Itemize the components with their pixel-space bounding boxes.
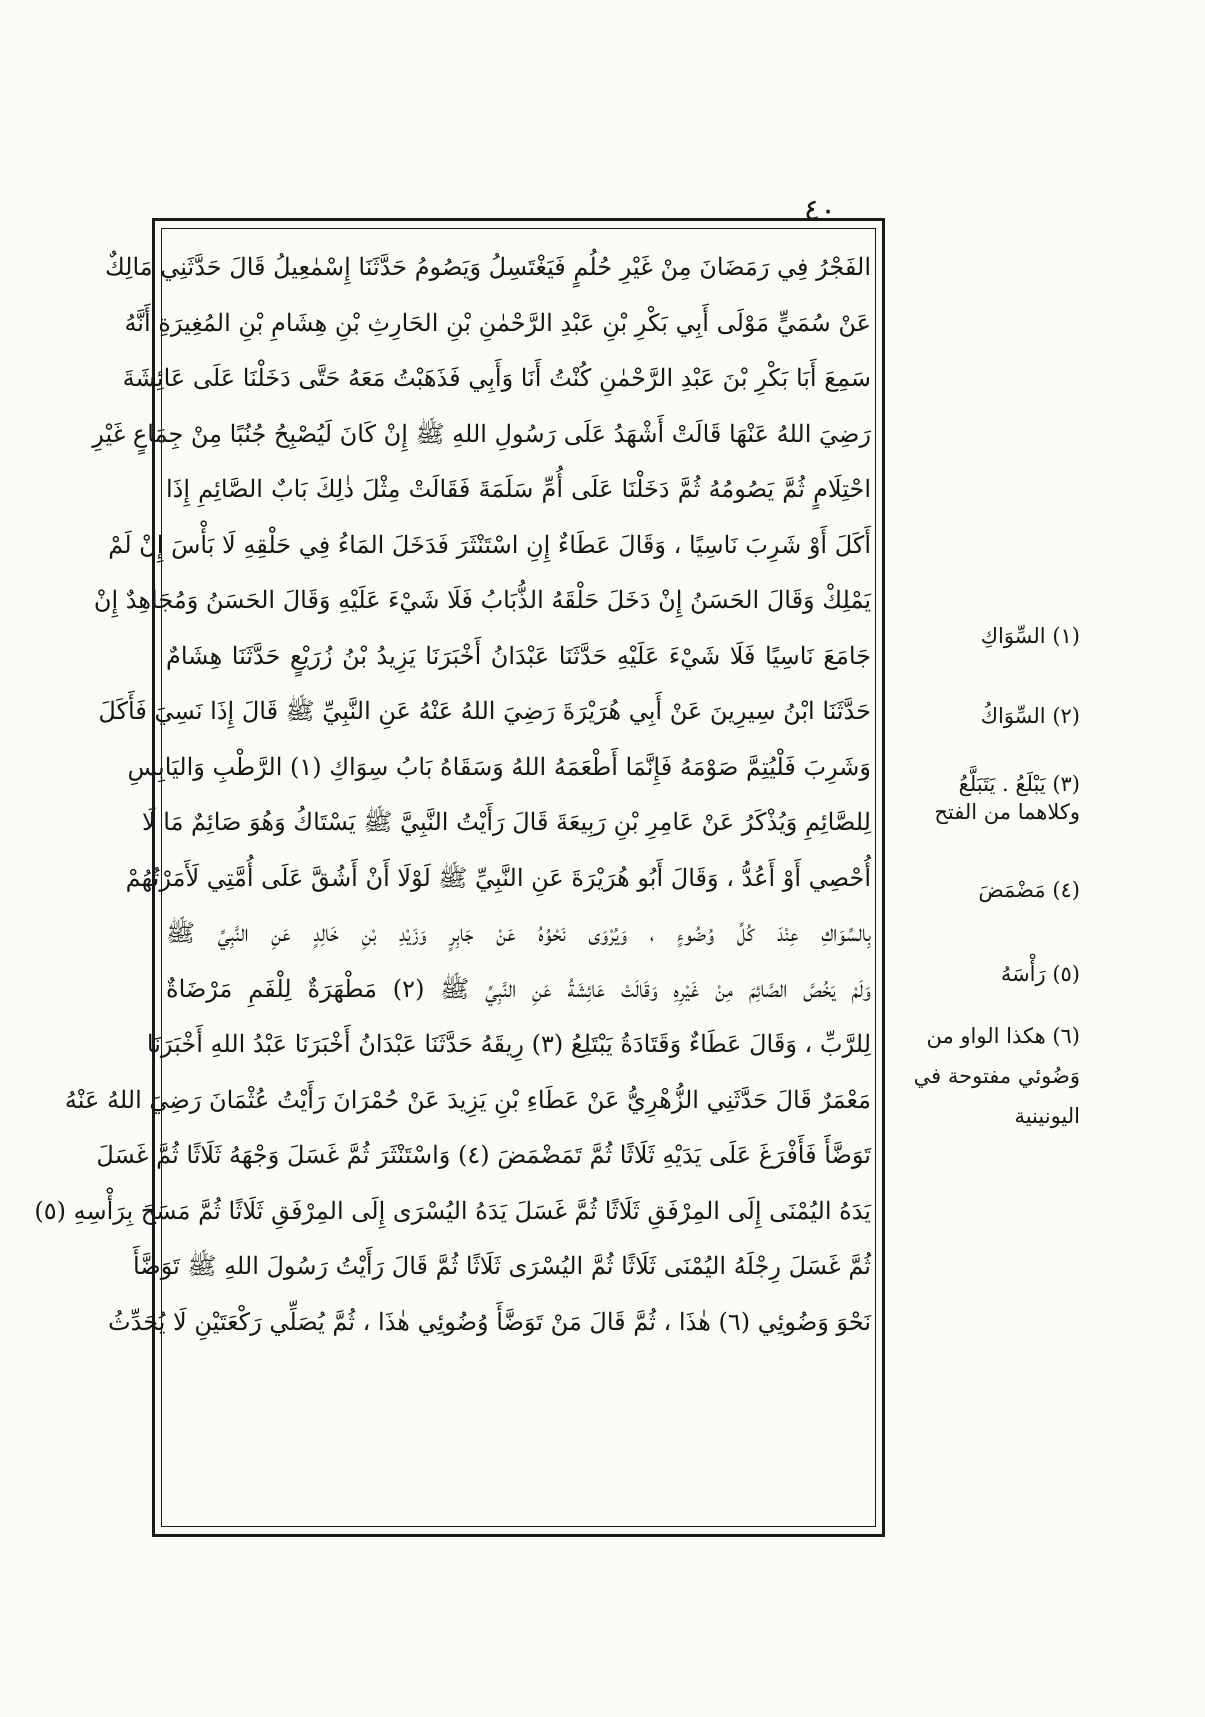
margin-note: (٦) هكذا الواو من وَضُوئي مفتوحة في اليونينية [913, 1024, 1080, 1128]
text-line: أُحْصِي أَوْ أَعُدُّ ، وَقَالَ أَبُو هُرَيْرَةَ عَنِ النَّبِيِّ ﷺ لَوْلَا أَنْ أَشُقَّ عَلَى أُمَّتِي لَأَمَرْتُهُمْ [125, 863, 871, 892]
main-text-block [34, 240, 871, 1520]
text-line: تَوَضَّأَ فَأَفْرَغَ عَلَى يَدَيْهِ ثَلَاثًا ثُمَّ تَمَضْمَضَ (٤) وَاسْتَنْثَرَ ثُمَّ غَسَلَ وَجْهَهُ ثَلَاثًا ثُمَّ غَسَلَ [96, 1141, 871, 1169]
text-line: وَلَمْ يَخُصَّ الصَّائِمَ مِنْ غَيْرِهِ وَقَالَتْ عَائِشَةُ عَنِ النَّبِيِّ ﷺ (٢) مَطْهَرَةٌ لِلْفَمِ مَرْضَاةٌ [166, 974, 871, 1003]
text-line: نَحْوَ وَضُوئِي (٦) هٰذَا ، ثُمَّ قَالَ مَنْ تَوَضَّأَ وُضُوئِي هٰذَا ، ثُمَّ يُصَلِّي رَكْعَتَيْنِ لَا يُحَدِّثُ [108, 1307, 871, 1336]
margin-note: (٥) رَأْسَهُ [1000, 962, 1080, 986]
text-line: وَشَرِبَ فَلْيُتِمَّ صَوْمَهُ فَإِنَّمَا أَطْعَمَهُ اللهُ وَسَقَاهُ بَابُ سِوَاكِ (١) الرَّطْبِ وَاليَابِسِ [127, 752, 871, 781]
text-line: احْتِلَامٍ ثُمَّ يَصُومُهُ ثُمَّ دَخَلْنَا عَلَى أُمِّ سَلَمَةَ فَقَالَتْ مِثْلَ ذٰلِكَ بَابٌ الصَّائِمِ إِذَا [166, 475, 871, 503]
text-line: الفَجْرُ فِي رَمَضَانَ مِنْ غَيْرِ حُلُمٍ فَيَغْتَسِلُ وَيَصُومُ حَدَّثَنَا إِسْمٰعِيلُ قَالَ حَدَّثَنِي مَالِكٌ [104, 253, 871, 281]
text-line: لِلرَّبِّ ، وَقَالَ عَطَاءٌ وَقَتَادَةُ يَبْتَلِعُ (٣) رِيقَهُ حَدَّثَنَا عَبْدَانُ أَخْبَرَنَا عَبْدُ اللهِ أَخْبَرَنَا [146, 1030, 871, 1058]
text-line: جَامَعَ نَاسِيًا فَلَا شَيْءَ عَلَيْهِ حَدَّثَنَا عَبْدَانُ أَخْبَرَنَا يَزِيدُ بْنُ زُرَيْعٍ حَدَّثَنَا هِشَامٌ [166, 641, 871, 670]
text-line: حَدَّثَنَا ابْنُ سِيرِينَ عَنْ أَبِي هُرَيْرَةَ رَضِيَ اللهُ عَنْهُ عَنِ النَّبِيِّ ﷺ قَالَ إِذَا نَسِيَ فَأَكَلَ [98, 697, 871, 725]
text-line: رَضِيَ اللهُ عَنْهَا قَالَتْ أَشْهَدُ عَلَى رَسُولِ اللهِ ﷺ إِنْ كَانَ لَيُصْبِحُ جُنُبًا مِنْ جِمَاعٍ غَيْرِ [92, 419, 871, 448]
text-line: مَعْمَرٌ قَالَ حَدَّثَنِي الزُّهْرِيُّ عَنْ عَطَاءِ بْنِ يَزِيدَ عَنْ حُمْرَانَ رَأَيْتُ عُثْمَانَ رَضِيَ اللهُ عَنْهُ [64, 1085, 871, 1114]
text-line: أَكَلَ أَوْ شَرِبَ نَاسِيًا ، وَقَالَ عَطَاءٌ إِنِ اسْتَنْثَرَ فَدَخَلَ المَاءُ فِي حَلْقِهِ لَا بَأْسَ إِنْ لَمْ [108, 530, 871, 559]
margin-note: (١) السِّوَاكِ [980, 624, 1080, 648]
text-line: لِلصَّائِمِ وَيُذْكَرُ عَنْ عَامِرِ بْنِ رَبِيعَةَ قَالَ رَأَيْتُ النَّبِيَّ ﷺ يَسْتَاكُ وَهُوَ صَائِمٌ مَا لَا [141, 808, 871, 836]
text-line: يَدَهُ اليُمْنَى إِلَى المِرْفَقِ ثَلَاثًا ثُمَّ غَسَلَ يَدَهُ اليُسْرَى إِلَى المِرْفَقِ ثَلَاثًا ثُمَّ مَسَحَ بِرَأْسِهِ (٥) [34, 1196, 871, 1225]
text-line: ثُمَّ غَسَلَ رِجْلَهُ اليُمْنَى ثَلَاثًا ثُمَّ اليُسْرَى ثَلَاثًا ثُمَّ قَالَ رَأَيْتُ رَسُولَ اللهِ ﷺ تَوَضَّأَ [133, 1252, 871, 1280]
margin-note: (٤) مَضْمَضَ [978, 878, 1080, 902]
margin-note: (٣) يَبْلَعُ . يَتَبَلَّعُ وكلاهما من الفتح [934, 772, 1080, 824]
margin-notes [895, 600, 1080, 1136]
text-line: بِالسِّوَاكِ عِنْدَ كُلِّ وُضُوءٍ ، وَيُرْوَى نَحْوُهُ عَنْ جَابِرٍ وَزَيْدِ بْنِ خَالِدٍ عَنِ النَّبِيِّ ﷺ [166, 919, 871, 947]
text-line: يَمْلِكْ وَقَالَ الحَسَنُ إِنْ دَخَلَ حَلْقَهُ الذُّبَابُ فَلَا شَيْءَ عَلَيْهِ وَقَالَ الحَسَنُ وَمُجَاهِدٌ إِنْ [93, 586, 871, 614]
page-number: ٤٠ [803, 193, 837, 228]
margin-note: (٢) السِّوَاكُ [980, 704, 1080, 728]
text-line: عَنْ سُمَيٍّ مَوْلَى أَبِي بَكْرِ بْنِ عَبْدِ الرَّحْمٰنِ بْنِ الحَارِثِ بْنِ هِشَامِ بْنِ المُغِيرَةِ أَنَّهُ [124, 308, 871, 337]
text-line: سَمِعَ أَبَا بَكْرِ بْنَ عَبْدِ الرَّحْمٰنِ كُنْتُ أَنَا وَأَبِي فَذَهَبْتُ مَعَهُ حَتَّى دَخَلْنَا عَلَى عَائِشَةَ [122, 364, 871, 392]
